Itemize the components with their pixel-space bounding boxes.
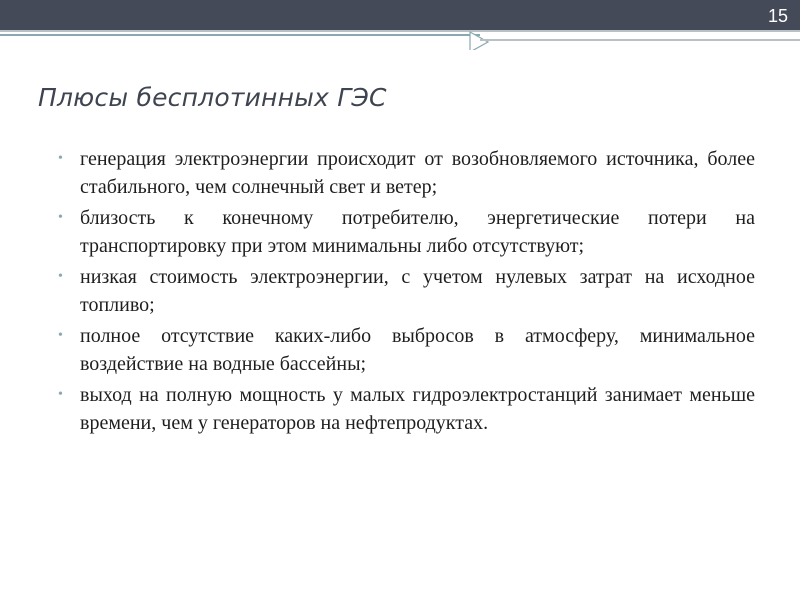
bullet-dot-icon: •	[58, 210, 63, 225]
slide-number: 15	[767, 6, 788, 26]
decorative-lines	[0, 30, 800, 50]
bullet-item	[58, 145, 755, 201]
bullet-text: низкая стоимость электроэнергии, с учетом нулевых затрат на исходное топливо;	[80, 266, 755, 316]
bullet-dot-icon: •	[58, 328, 63, 343]
bullet-item	[58, 204, 755, 260]
bullet-text: генерация электроэнергии происходит от возобновляемого источника, более стабильного, чем солнечный свет и ветер;	[80, 148, 755, 198]
bullet-list	[58, 145, 755, 440]
bullet-dot-icon: •	[58, 151, 63, 166]
bullet-item	[58, 381, 755, 437]
bullet-text: выход на полную мощность у малых гидроэлектростанций занимает меньше времени, чем у генераторов на нефтепродуктах.	[80, 384, 755, 434]
bullet-dot-icon: •	[58, 269, 63, 284]
bullet-item	[58, 263, 755, 319]
bullet-item	[58, 322, 755, 378]
bullet-text: близость к конечному потребителю, энергетические потери на транспортировку при этом минимальны либо отсутствуют;	[80, 207, 755, 257]
slide-title: Плюсы бесплотинных ГЭС	[38, 83, 387, 112]
bullet-dot-icon: •	[58, 387, 63, 402]
bullet-text: полное отсутствие каких-либо выбросов в атмосферу, минимальное воздействие на водные бассейны;	[80, 325, 755, 375]
header-band	[0, 0, 800, 30]
